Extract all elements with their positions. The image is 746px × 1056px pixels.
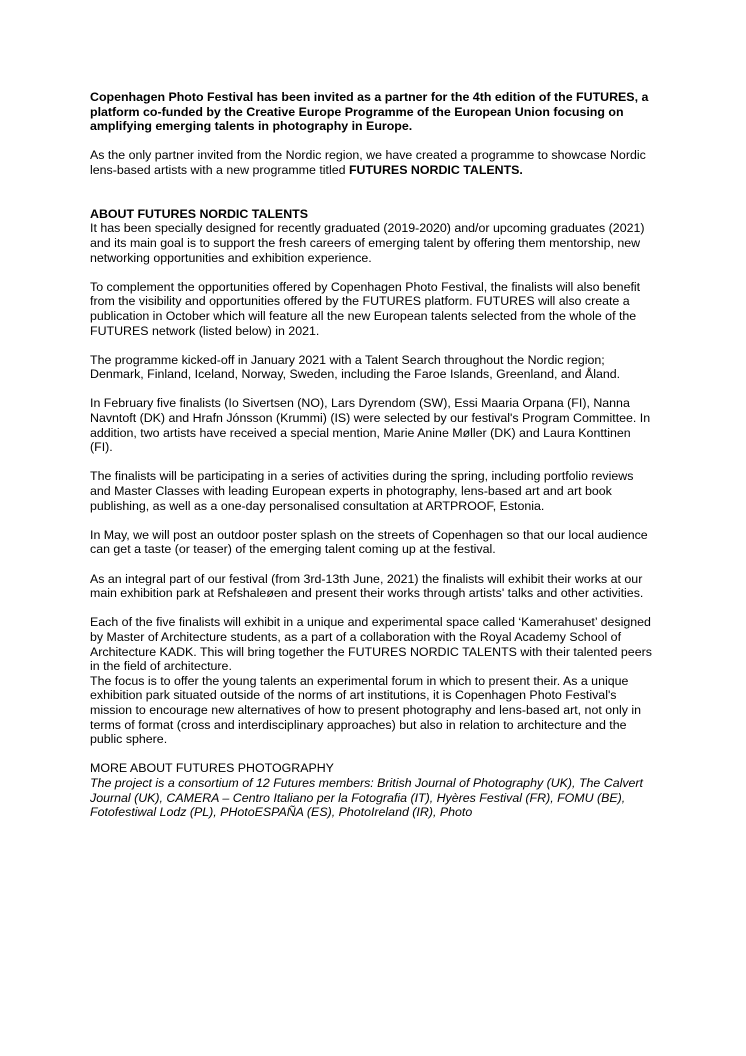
intro-paragraph: Copenhagen Photo Festival has been invited as a partner for the 4th edition of the FUTURES, a platform co-funded by the Creative Europe Programme of the European Union focusing on amplifying emerging talents in photography in Europe. (90, 90, 649, 134)
spacer (90, 192, 656, 207)
about-paragraph-7: As an integral part of our festival (from 3rd-13th June, 2021) the finalists will exhibit their works at our main exhibition park at Refshaleøen and present their works through artists' talks and other activities. (90, 571, 644, 601)
about-paragraph-3: The programme kicked-off in January 2021 with a Talent Search throughout the Nordic region; Denmark, Finland, Iceland, Norway, Sweden, including the Faroe Islands, Greenland, and Åland. (90, 352, 621, 382)
intro-text: As the only partner invited from the Nordic region, we have created a programme to showcase Nordic lens-based artists with a new programme titled (90, 148, 646, 177)
about-paragraph-8: Each of the five finalists will exhibit in a unique and experimental space called ‘Kamerahuset’ designed by Master of Architecture students, as a part of a collaboration with the Royal Academy School of Architecture KADK. This will bring together the FUTURES NORDIC TALENTS with their talented peers in the field of architecture. (90, 615, 652, 674)
section-heading-more: MORE ABOUT FUTURES PHOTOGRAPHY (90, 761, 334, 776)
section-heading: ABOUT FUTURES NORDIC TALENTS (90, 206, 308, 221)
about-paragraph-9: The focus is to offer the young talents an experimental forum in which to present their. As a unique exhibition park situated outside of the norms of art institutions, it is Copenhagen Photo Festival's mission to encourage new alternatives of how to present photography and lens-based art, not only in terms of format (cross and interdisciplinary approaches) but also in relation to architecture and the public sphere. (90, 673, 642, 747)
about-paragraph-6: In May, we will post an outdoor poster splash on the streets of Copenhagen so that our local audience can get a taste (or teaser) of the emerging talent coming up at the festival. (90, 527, 648, 557)
programme-title: FUTURES NORDIC TALENTS. (348, 162, 523, 177)
document-page (90, 90, 656, 834)
about-paragraph-1: It has been specially designed for recently graduated (2019-2020) and/or upcoming graduates (2021) and its main goal is to support the fresh careers of emerging talent by offering them mentorship, new networking opportunities and exhibition experience. (90, 221, 645, 265)
consortium-paragraph: The project is a consortium of 12 Futures members: British Journal of Photography (UK), The Calvert Journal (UK), CAMERA – Centro Italiano per la Fotografia (IT), Hyères Festival (FR), FOMU (BE), Fotofestiwal Lodz (PL), PHotoESPAÑA (ES), PhotoIreland (IR), Photo (90, 775, 643, 820)
intro-paragraph-2 (90, 148, 656, 177)
about-paragraph-4: In February five finalists (Io Sivertsen (NO), Lars Dyrendom (SW), Essi Maaria Orpana (FI), Nanna Navntoft (DK) and Hrafn Jónsson (Krummi) (IS) were selected by our festival's Program Committee. In addition, two artists have received a special mention, Marie Anine Møller (DK) and Laura Konttinen (FI). (90, 396, 651, 455)
about-paragraph-5: The finalists will be participating in a series of activities during the spring, including portfolio reviews and Master Classes with leading European experts in photography, lens-based art and art book publishing, as well as a one-day personalised consultation at ARTPROOF, Estonia. (90, 469, 634, 513)
about-paragraph-2: To complement the opportunities offered by Copenhagen Photo Festival, the finalists will also benefit from the visibility and opportunities offered by the FUTURES platform. FUTURES will also create a publication in October which will feature all the new European talents selected from the whole of the FUTURES network (listed below) in 2021. (90, 279, 641, 338)
